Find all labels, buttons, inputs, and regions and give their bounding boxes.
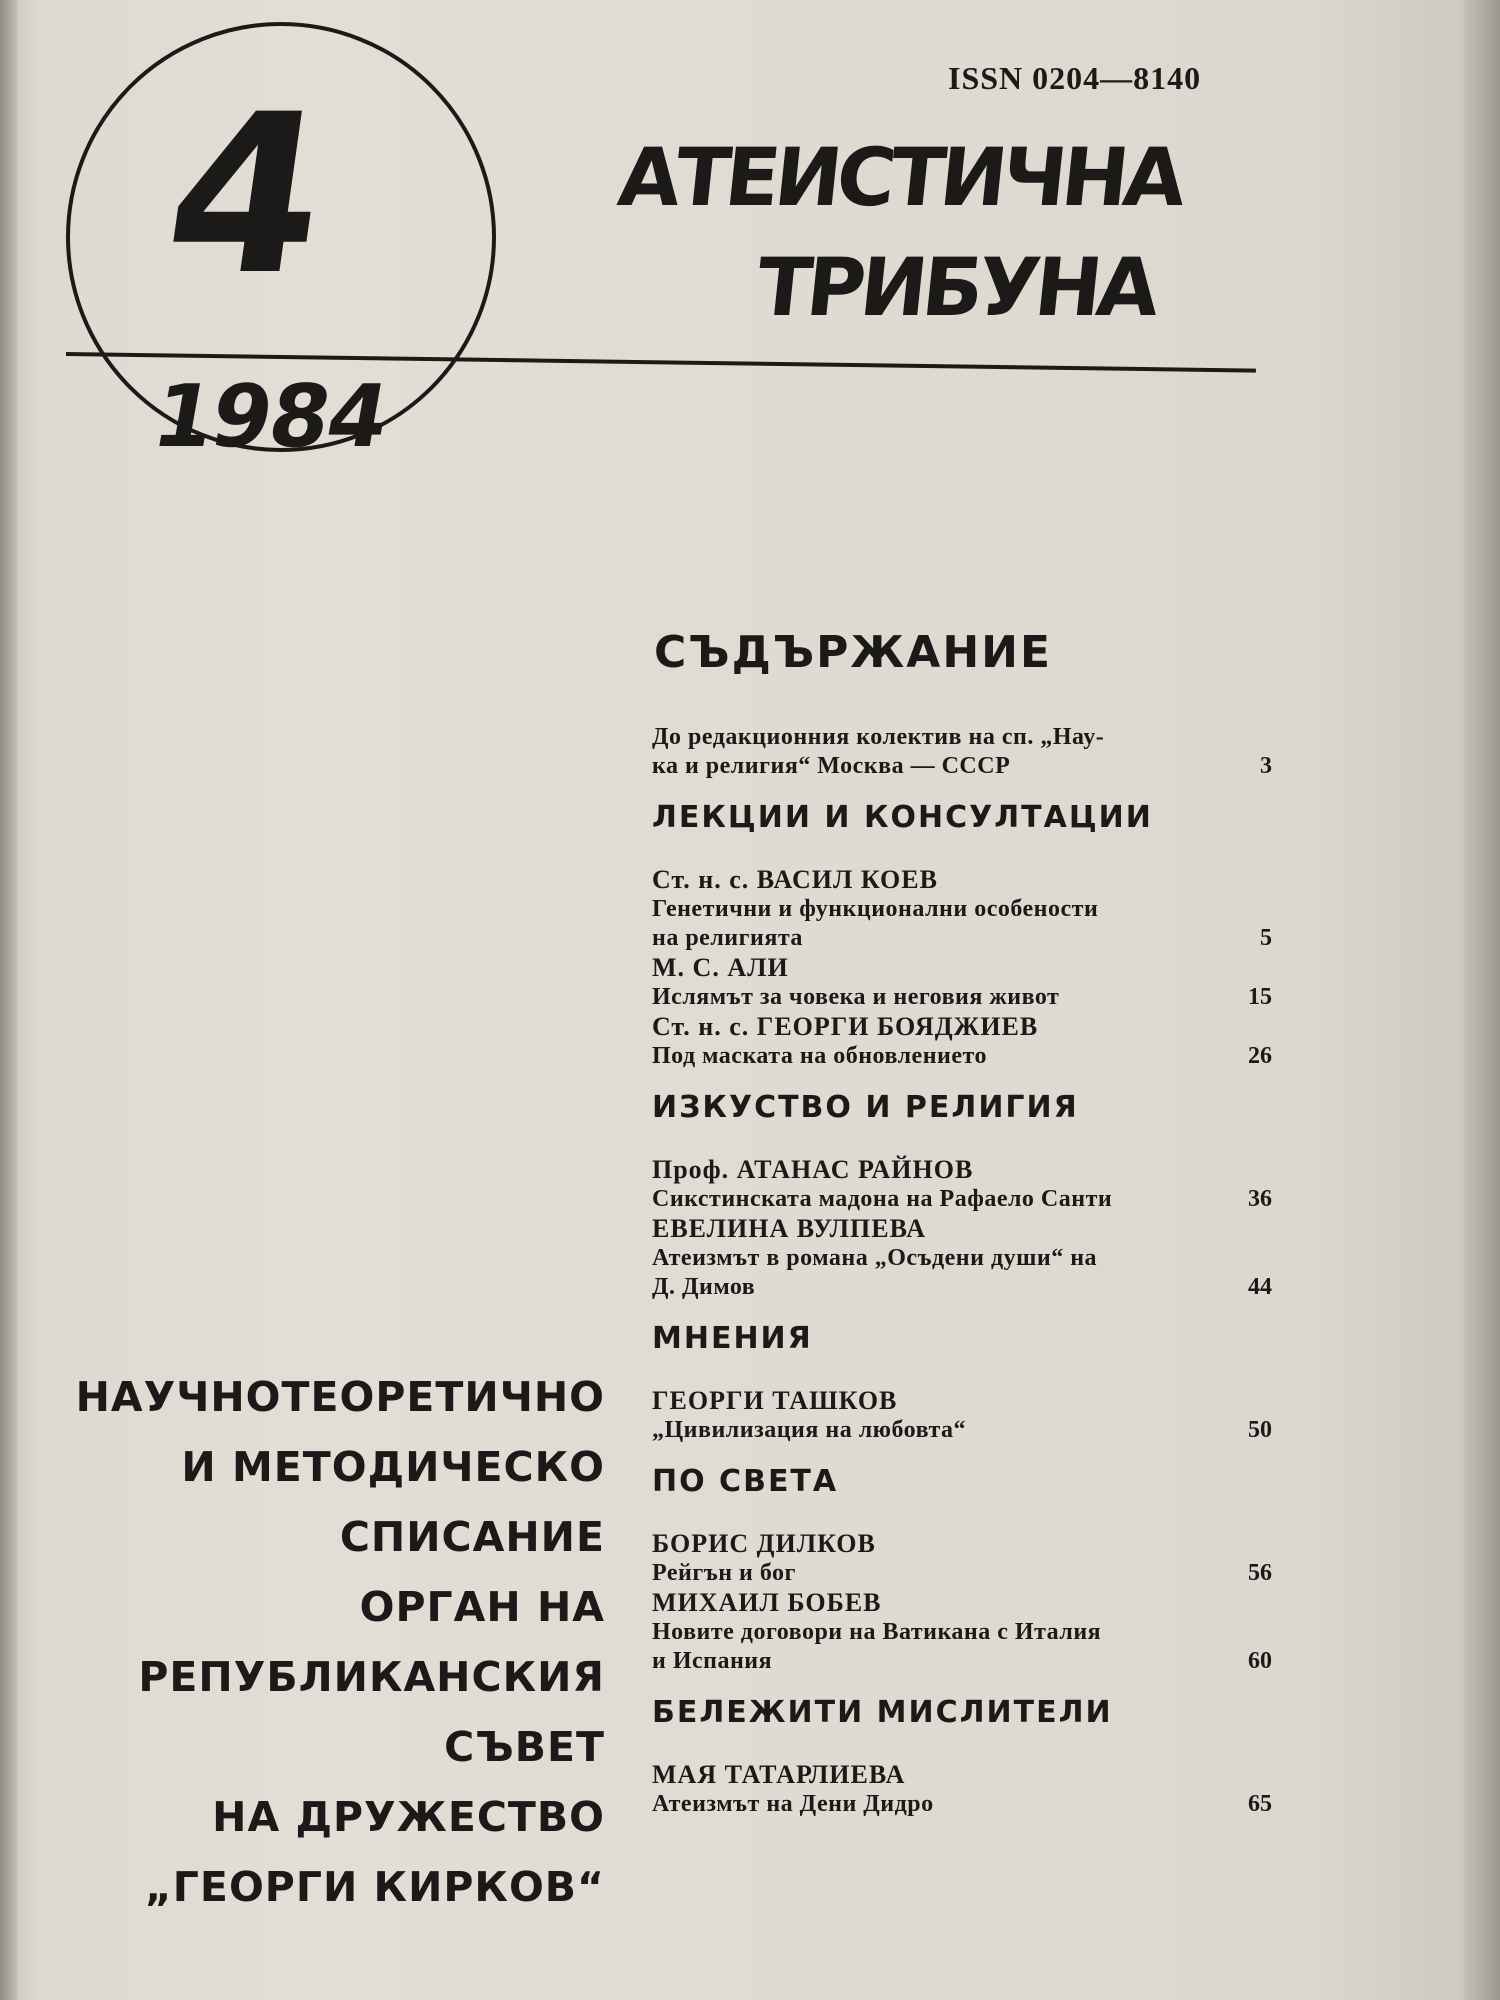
table-of-contents [652, 625, 1272, 1819]
issn-number: ISSN 0204—8140 [948, 60, 1202, 96]
entry-title-line: Атеизмът на Дени Дидро [652, 1791, 934, 1817]
description-line: НАУЧНОТЕОРЕТИЧНО [75, 1373, 605, 1421]
section-heading: ЛЕКЦИИ И КОНСУЛТАЦИИ [652, 800, 1153, 835]
entry-title-line: Рейгън и бог [652, 1560, 796, 1586]
masthead-line-1: АТЕИСТИЧНА [613, 131, 1186, 224]
entry-title-line: ка и религия“ Москва — СССР [652, 753, 1011, 779]
publication-description [60, 1362, 605, 1922]
entry-author: МАЯ ТАТАРЛИЕВА [652, 1760, 906, 1789]
entry-title-line: Под маската на обновлението [652, 1043, 987, 1069]
entry-title-line: Генетични и функционални особености [652, 896, 1099, 922]
entry-title-line: Атеизмът в романа „Осъдени души“ на [652, 1245, 1098, 1271]
toc-entry [652, 1760, 1272, 1819]
toc-entry [652, 1529, 1272, 1588]
entry-page-number: 15 [1248, 984, 1272, 1010]
issue-number: 4 [152, 67, 342, 323]
entry-page-number: 3 [1260, 753, 1272, 779]
entry-page-number: 44 [1248, 1274, 1272, 1300]
entry-page-number: 5 [1260, 925, 1272, 951]
toc-entry [652, 1386, 1272, 1445]
toc-entry [652, 865, 1272, 953]
entry-title-line: До редакционния колектив на сп. „Нау- [652, 724, 1105, 750]
masthead-title [600, 128, 1274, 358]
entry-author: Проф. АТАНАС РАЙНОВ [652, 1155, 974, 1184]
entry-author: ЕВЕЛИНА ВУЛПЕВА [652, 1214, 927, 1243]
description-line: И МЕТОДИЧЕСКО [181, 1443, 605, 1491]
entry-author: Ст. н. с. ВАСИЛ КОЕВ [652, 865, 938, 894]
section-heading: ИЗКУСТВО И РЕЛИГИЯ [652, 1090, 1079, 1125]
masthead-line-2: ТРИБУНА [752, 241, 1159, 334]
toc-heading: СЪДЪРЖАНИЕ [654, 627, 1053, 678]
entry-page-number: 36 [1248, 1186, 1272, 1212]
toc-entry [652, 1588, 1272, 1676]
description-line: СПИСАНИЕ [339, 1513, 605, 1561]
entry-page-number: 26 [1248, 1043, 1272, 1069]
toc-entry [652, 1214, 1272, 1302]
page-edge-shadow [1464, 0, 1500, 2000]
entry-title-line: „Цивилизация на любовта“ [652, 1417, 967, 1443]
entry-author: БОРИС ДИЛКОВ [652, 1529, 876, 1558]
description-line: ОРГАН НА [359, 1583, 605, 1631]
entry-title-line: и Испания [652, 1648, 773, 1674]
entry-page-number: 60 [1248, 1648, 1272, 1674]
description-line: СЪВЕТ [444, 1723, 605, 1771]
entry-title-line: на религията [652, 925, 803, 951]
entry-title-line: Новите договори на Ватикана с Италия [652, 1619, 1102, 1645]
entry-page-number: 65 [1248, 1791, 1272, 1817]
description-line: НА ДРУЖЕСТВО [212, 1793, 605, 1841]
section-heading: ПО СВЕТА [652, 1464, 839, 1499]
section-heading: БЕЛЕЖИТИ МИСЛИТЕЛИ [652, 1695, 1113, 1730]
toc-entry [652, 1012, 1272, 1071]
book-spine-shadow [0, 0, 18, 2000]
section-heading: МНЕНИЯ [652, 1321, 813, 1356]
entry-title-line: Д. Димов [652, 1274, 756, 1300]
description-line: „ГЕОРГИ КИРКОВ“ [144, 1863, 605, 1911]
entry-author: Ст. н. с. ГЕОРГИ БОЯДЖИЕВ [652, 1012, 1039, 1041]
entry-author: ГЕОРГИ ТАШКОВ [652, 1386, 898, 1415]
toc-entry [652, 953, 1272, 1012]
issue-year: 1984 [145, 367, 395, 467]
toc-entry-intro [652, 723, 1272, 781]
entry-author: МИХАИЛ БОБЕВ [652, 1588, 882, 1617]
entry-page-number: 50 [1248, 1417, 1272, 1443]
entry-title-line: Ислямът за човека и неговия живот [652, 984, 1060, 1010]
entry-page-number: 56 [1248, 1560, 1272, 1586]
toc-entry [652, 1155, 1272, 1214]
entry-author: М. С. АЛИ [652, 953, 789, 982]
description-line: РЕПУБЛИКАНСКИЯ [138, 1653, 605, 1701]
entry-title-line: Сикстинската мадона на Рафаело Санти [652, 1186, 1113, 1212]
